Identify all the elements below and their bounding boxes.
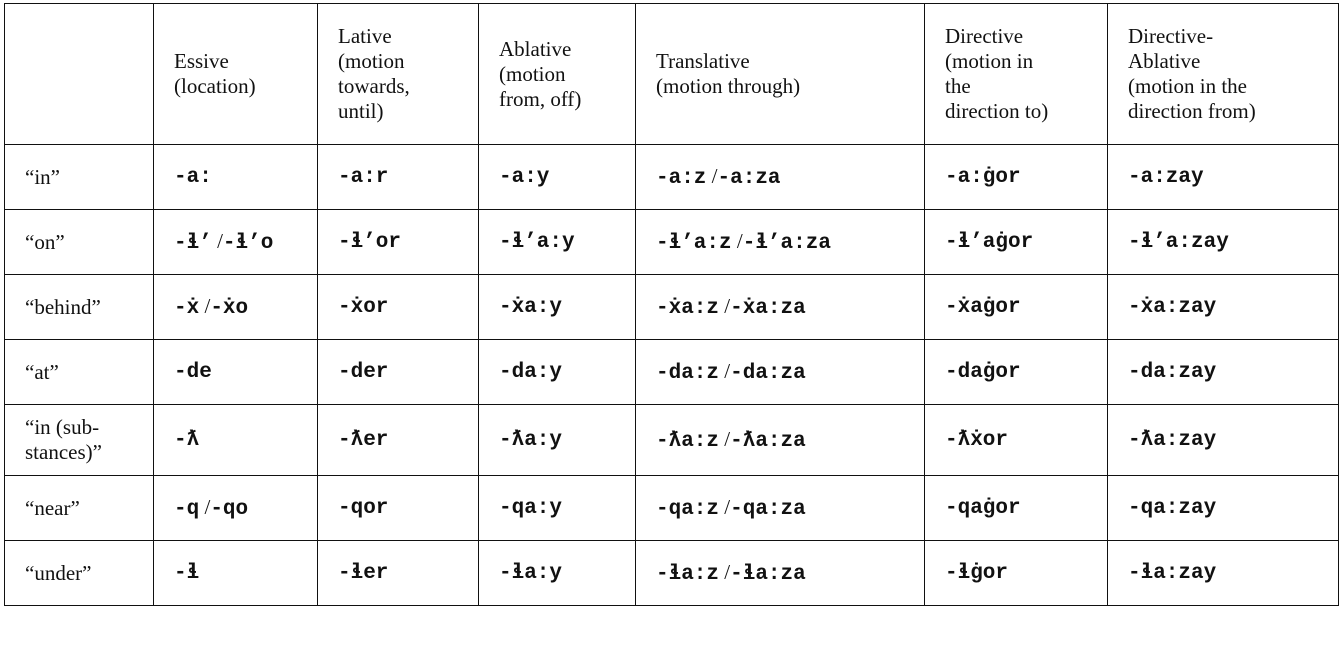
suffix-form: -qa:y [499, 496, 563, 520]
suffix-cell [479, 541, 636, 606]
row-label: “in” [5, 145, 154, 210]
suffix-cell [636, 405, 925, 476]
suffix-form: -da:y [499, 360, 563, 384]
suffix-cell [154, 405, 318, 476]
suffix-form: -ẋo [210, 296, 249, 320]
suffix-cell [154, 275, 318, 340]
header-cell-empty [5, 4, 154, 145]
column-header-line: (location) [174, 74, 256, 98]
table-header [5, 4, 1339, 145]
column-header-line: Translative [656, 49, 750, 73]
suffix-form: -a:r [338, 165, 389, 189]
suffix-form: -de [174, 360, 212, 384]
suffix-form: -qor [338, 496, 389, 520]
suffix-cell [1108, 405, 1339, 476]
suffix-form: -daġor [945, 360, 1021, 384]
suffix-form: -ɬ [174, 561, 200, 585]
form-separator: / [719, 426, 731, 451]
suffix-cell [925, 405, 1108, 476]
form-separator: / [199, 293, 211, 318]
suffix-form: -ẋaġor [945, 295, 1021, 319]
suffix-cell [925, 340, 1108, 405]
suffix-cell [154, 541, 318, 606]
suffix-form: -ẋ [174, 296, 200, 320]
form-separator: / [719, 559, 731, 584]
suffix-form: -ƛa:zay [1128, 428, 1217, 452]
suffix-cell [1108, 340, 1339, 405]
suffix-form: -ɬa:z [656, 562, 720, 586]
header-row [5, 4, 1339, 145]
suffix-form: -ƛa:za [730, 429, 806, 453]
suffix-form: -ƛa:y [499, 428, 563, 452]
row-label: “under” [5, 541, 154, 606]
suffix-form: -ẋor [338, 295, 389, 319]
column-header-line: (motion in the [1128, 74, 1247, 98]
row-label: “near” [5, 476, 154, 541]
suffix-cell [154, 210, 318, 275]
suffix-cell [1108, 476, 1339, 541]
suffix-form: -qa:z [656, 497, 720, 521]
suffix-form: -der [338, 360, 389, 384]
form-separator: / [719, 494, 731, 519]
column-header [318, 4, 479, 145]
suffix-form: -qa:za [730, 497, 806, 521]
row-label: “at” [5, 340, 154, 405]
column-header-line: (motion in [945, 49, 1034, 73]
column-header-line: towards, [338, 74, 410, 98]
suffix-cell [925, 476, 1108, 541]
suffix-cell [154, 145, 318, 210]
column-header [925, 4, 1108, 145]
suffix-form: -ɬer [338, 561, 389, 585]
column-header-line: Essive [174, 49, 229, 73]
suffix-cell [479, 405, 636, 476]
suffix-form: -qo [210, 497, 249, 521]
suffix-cell [479, 145, 636, 210]
suffix-form: -a:zay [1128, 165, 1204, 189]
suffix-cell [479, 340, 636, 405]
suffix-form: -qaġor [945, 496, 1021, 520]
form-separator: / [199, 494, 211, 519]
suffix-form: -a: [174, 165, 212, 189]
column-header-line: (motion [338, 49, 405, 73]
suffix-cell [636, 210, 925, 275]
suffix-cell [925, 275, 1108, 340]
column-header [154, 4, 318, 145]
row-label-line: “in (sub- [25, 415, 100, 439]
suffix-cell [636, 275, 925, 340]
suffix-cell [1108, 145, 1339, 210]
column-header-line: Ablative [1128, 49, 1201, 73]
suffix-cell [318, 145, 479, 210]
suffix-form: -ɬ’aġor [945, 230, 1034, 254]
suffix-cell [925, 210, 1108, 275]
suffix-cell [925, 145, 1108, 210]
suffix-form: -ɬġor [945, 561, 1009, 585]
table-row [5, 275, 1339, 340]
suffix-cell [318, 210, 479, 275]
table-row [5, 210, 1339, 275]
column-header-line: Directive- [1128, 24, 1214, 48]
suffix-cell [318, 405, 479, 476]
suffix-form: -da:zay [1128, 360, 1217, 384]
suffix-form: -ẋa:z [656, 296, 720, 320]
suffix-cell [1108, 275, 1339, 340]
suffix-cell [318, 340, 479, 405]
suffix-form: -a:za [717, 166, 781, 190]
suffix-cell [1108, 210, 1339, 275]
row-label-line: stances)” [25, 440, 102, 464]
suffix-form: -da:za [730, 361, 806, 385]
column-header [1108, 4, 1339, 145]
column-header-line: direction to) [945, 99, 1049, 123]
suffix-form: -ɬ’a:zay [1128, 230, 1229, 254]
table-body [5, 145, 1339, 606]
suffix-cell [636, 340, 925, 405]
suffix-form: -ɬ’a:y [499, 230, 575, 254]
column-header-line: Lative [338, 24, 392, 48]
suffix-form: -ẋa:za [730, 296, 806, 320]
form-separator: / [706, 163, 718, 188]
suffix-form: -a:ġor [945, 165, 1021, 189]
suffix-form: -ɬ’a:z [656, 231, 732, 255]
suffix-form: -ɬ’a:za [742, 231, 831, 255]
suffix-form: -ɬ’or [338, 230, 402, 254]
suffix-form: -ɬa:y [499, 561, 563, 585]
suffix-form: -ƛer [338, 428, 389, 452]
column-header-line: (motion through) [656, 74, 801, 98]
suffix-cell [318, 476, 479, 541]
column-header-line: direction from) [1128, 99, 1256, 123]
case-suffix-table [4, 3, 1339, 606]
column-header-line: the [945, 74, 971, 98]
suffix-form: -da:z [656, 361, 720, 385]
suffix-cell [154, 476, 318, 541]
suffix-form: -ɬa:za [730, 562, 806, 586]
suffix-form: -qa:zay [1128, 496, 1217, 520]
suffix-form: -a:z [656, 166, 707, 190]
table-row [5, 145, 1339, 210]
suffix-form: -ẋa:y [499, 295, 563, 319]
form-separator: / [731, 228, 743, 253]
suffix-cell [318, 275, 479, 340]
suffix-form: -q [174, 497, 200, 521]
column-header-line: (motion [499, 61, 566, 86]
form-separator: / [719, 358, 731, 383]
suffix-cell [154, 340, 318, 405]
column-header-line: until) [338, 99, 384, 123]
table-row [5, 340, 1339, 405]
suffix-cell [479, 275, 636, 340]
suffix-form: -ɬa:zay [1128, 561, 1217, 585]
column-header-line: Directive [945, 24, 1024, 48]
table-row [5, 476, 1339, 541]
suffix-form: -ƛẋor [945, 428, 1009, 452]
table-row [5, 405, 1339, 476]
suffix-form: -ƛ [174, 428, 200, 452]
suffix-form: -ɬ’ [174, 231, 212, 255]
suffix-form: -a:y [499, 165, 550, 189]
suffix-cell [636, 476, 925, 541]
suffix-cell [479, 476, 636, 541]
row-label [5, 405, 154, 476]
column-header-line: from, off) [499, 86, 582, 111]
suffix-cell [479, 210, 636, 275]
form-separator: / [719, 293, 731, 318]
column-header [636, 4, 925, 145]
table-row [5, 541, 1339, 606]
suffix-cell [925, 541, 1108, 606]
suffix-cell [1108, 541, 1339, 606]
suffix-cell [636, 145, 925, 210]
column-header-line: Ablative [499, 36, 572, 61]
row-label: “on” [5, 210, 154, 275]
column-header [479, 4, 636, 145]
form-separator: / [211, 228, 223, 253]
row-label: “behind” [5, 275, 154, 340]
suffix-form: -ɬ’o [222, 231, 274, 255]
suffix-form: -ẋa:zay [1128, 295, 1217, 319]
suffix-cell [636, 541, 925, 606]
suffix-cell [318, 541, 479, 606]
suffix-form: -ƛa:z [656, 429, 720, 453]
